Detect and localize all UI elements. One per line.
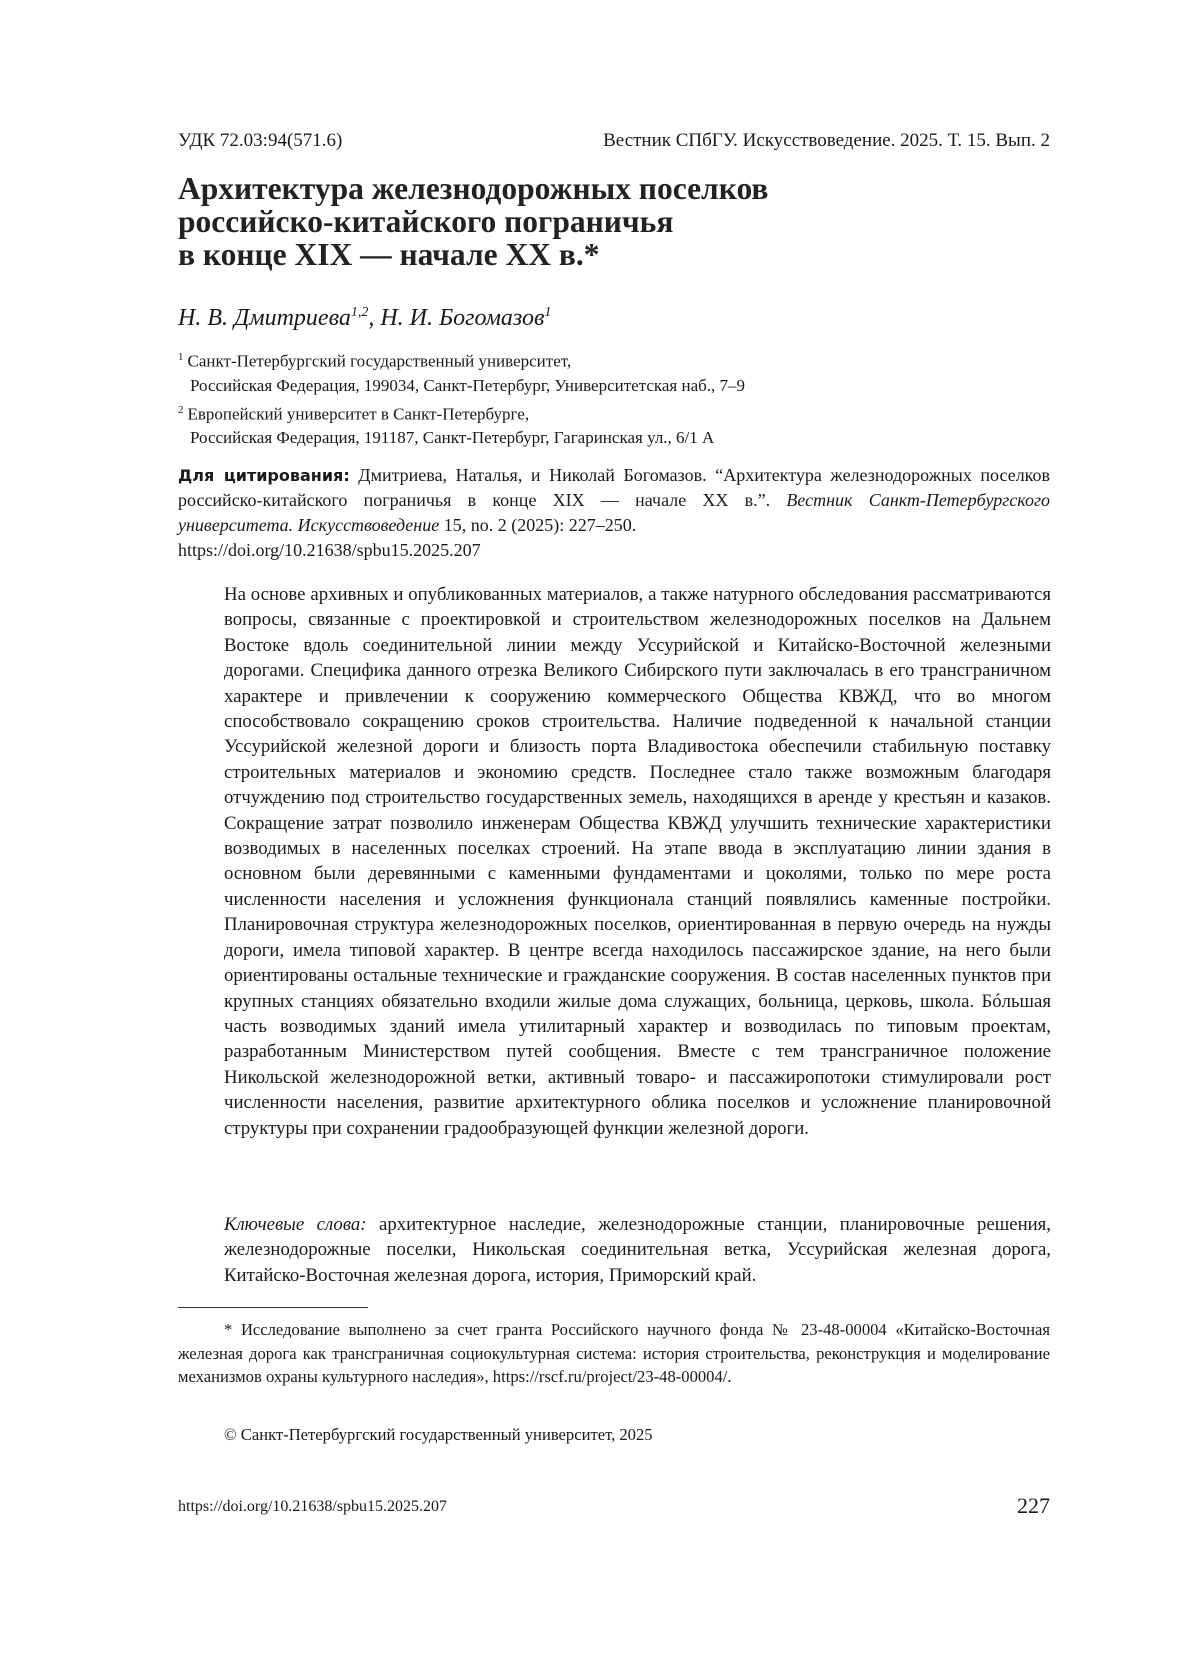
title-line-3: в конце XIX — начале XX в.* [178, 237, 600, 272]
affiliation-1-address: Российская Федерация, 199034, Санкт-Петербург, Университетская наб., 7–9 [190, 375, 746, 395]
abstract: На основе архивных и опубликованных материалов, а также натурного обследования рассматриваются вопросы, связанные с проектировкой и строительством железнодорожных поселков на Дальнем Востоке вдоль соединительной линии между Уссурийской и Китайско-Восточной железными дорогами. Специфика данного отрезка Великого Сибирского пути заключалась в его трансграничном характере и привлечении к сооружению коммерческого Общества КВЖД, что во многом способствовало сокращению сроков строительства. Наличие подведенной к начальной станции Уссурийской железной дороги и близость порта Владивостока обеспечили стабильную поставку строительных материалов и экономию средств. Последнее стало также возможным благодаря отчуждению под строительство государственных земель, находящихся в аренде у крестьян и казаков. Сокращение затрат позволило инженерам Общества КВЖД улучшить технические характеристики возводимых в населенных поселках строений. На этапе ввода в эксплуатацию линии здания в основном были деревянными с каменными фундаментами и цоколями, только по мере роста численности населения и усложнения функционала станций появлялись каменные постройки. Планировочная структура железнодорожных поселков, ориентированная в первую очередь на нужды дороги, имела типовой характер. В центре всегда находилось пассажирское здание, на него были ориентированы остальные технические и гражданские сооружения. В состав населенных пунктов при крупных станциях обязательно входили жилые дома служащих, больница, церковь, школа. Бóльшая часть возводимых зданий имела утилитарный характер и возводилась по типовым проектам, разработанным Министерством путей сообщения. Вместе с тем трансграничное положение Никольской железнодорожной ветки, активный товаро- и пассажиропотоки стимулировали рост численности населения, развитие архитектурного облика поселков и усложнение планировочной структуры при сохранении градообразующей функции железной дороги. [224, 584, 1051, 1139]
affiliation-1 [178, 345, 745, 374]
keywords [224, 1212, 1051, 1288]
footnote-divider [178, 1307, 368, 1308]
author-2-affiliation: 1 [544, 305, 552, 320]
author-2: Н. И. Богомазов [380, 305, 545, 331]
citation-journal: Вестник Санкт-Петербургского университета. Искусствоведение [178, 490, 1050, 535]
footnote [178, 1318, 1050, 1389]
keywords-label: Ключевые слова: [224, 1214, 367, 1235]
affiliation-number: 1 [178, 351, 184, 363]
footer-doi-link[interactable]: https://doi.org/10.21638/spbu15.2025.207 [178, 1498, 448, 1515]
copyright-notice: © Санкт-Петербургский государственный университет, 2025 [224, 1425, 653, 1444]
authors [178, 305, 551, 332]
affiliation-2 [178, 398, 745, 427]
keywords-text: архитектурное наследие, железнодорожные станции, планировочные решения, железнодорожные поселки, Никольская соединительная ветка, Уссурийская железная дорога, Китайско-Восточная железная дорога, история, Приморский край. [224, 1214, 1052, 1286]
affiliation-name: Европейский университет в Санкт-Петербурге, [187, 404, 530, 424]
citation-text: Дмитриева, Наталья, и Николай Богомазов. “Архитектура железнодорожных поселков российско-китайского пограничья в конце XIX — начале XX в.”. [178, 465, 1051, 510]
author-1-affiliation: 1,2 [350, 305, 369, 320]
affiliation-2-address: Российская Федерация, 191187, Санкт-Петербург, Гагаринская ул., 6/1 А [190, 428, 715, 448]
affiliation-name: Санкт-Петербургский государственный университет, [187, 351, 572, 371]
udk-code: УДК 72.03:94(571.6) [178, 130, 343, 151]
footnote-text: Исследование выполнено за счет гранта Российского научного фонда № 23-48-00004 «Китайско-Восточная железная дорога как трансграничная социокультурная система: история строительства, реконструкция и моделирование механизмов охраны культурного наследия», https://rscf.ru/project/23-48-00004/. [178, 1320, 1050, 1387]
title-line-1: Архитектура железнодорожных поселков [178, 171, 769, 206]
citation-volume: 15, no. 2 (2025): 227–250. [439, 515, 637, 535]
page-number: 227 [1017, 1493, 1050, 1518]
journal-citation-header: Вестник СПбГУ. Искусствоведение. 2025. Т. 15. Вып. 2 [603, 130, 1050, 151]
title-line-2: российско-китайского пограничья [178, 204, 674, 239]
article-title [178, 172, 1078, 271]
author-1: Н. В. Дмитриева [178, 305, 351, 331]
citation-doi-link[interactable]: https://doi.org/10.21638/spbu15.2025.207 [178, 540, 481, 560]
citation-block [178, 463, 1050, 563]
author-separator: , [368, 305, 381, 331]
citation-label: Для цитирования: [178, 466, 350, 485]
affiliation-number: 2 [178, 403, 184, 416]
affiliations [178, 345, 745, 450]
footnote-marker: * [224, 1320, 233, 1339]
